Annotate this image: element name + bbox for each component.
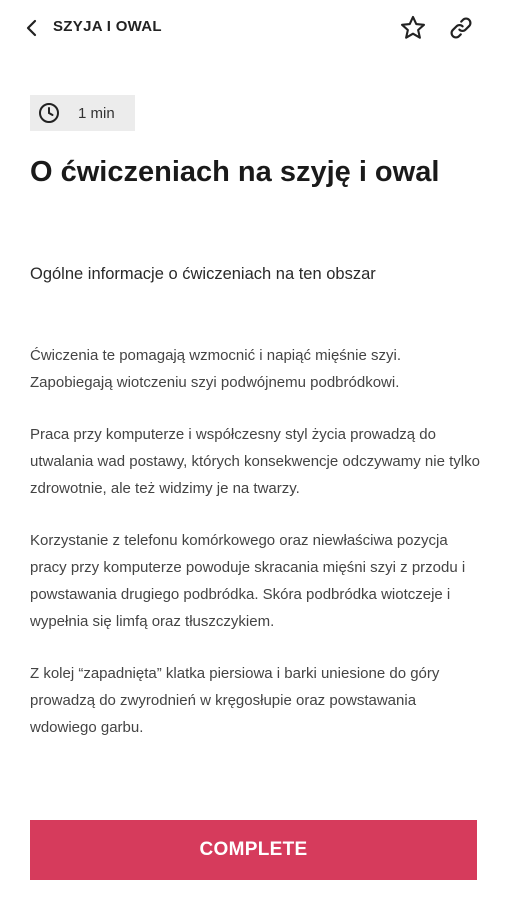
duration-badge <box>30 95 135 131</box>
clock-icon <box>30 95 68 131</box>
favorite-button[interactable] <box>398 13 428 43</box>
link-icon <box>448 15 474 41</box>
article-paragraph: Z kolej “zapadnięta” klatka piersiowa i barki uniesione do góry prowadzą do zwyrodnień w kręgosłupie oraz powstawania wdowiego garbu. <box>30 665 440 736</box>
share-link-button[interactable] <box>446 13 476 43</box>
article-paragraph: Praca przy komputerze i współczesny styl życia prowadzą do utwalania wad postawy, których konsekwencje odczywamy nie tylko zdrowotnie, ale też widzimy je na twarzy. <box>30 426 480 497</box>
article-paragraph: Ćwiczenia te pomagają wzmocnić i napiąć mięśnie szyi. Zapobiegają wiotczeniu szyi podwójnemu podbródkowi. <box>30 347 401 391</box>
chevron-left-icon <box>24 19 40 37</box>
top-app-bar <box>0 0 506 56</box>
article-title: O ćwiczeniach na szyję i owal <box>30 156 440 188</box>
star-outline-icon <box>399 14 427 42</box>
back-button[interactable] <box>18 14 46 42</box>
complete-button[interactable]: COMPLETE <box>30 820 477 880</box>
article-paragraph: Korzystanie z telefonu komórkowego oraz niewłaściwa pozycja pracy przy komputerze powoduje skracania mięśni szyi z przodu i powstawania drugiego podbródka. Skóra podbródka wiotczeje i wypełnia się limfą oraz tłuszczykiem. <box>30 532 466 630</box>
article-body <box>30 342 482 766</box>
article-subtitle: Ogólne informacje o ćwiczeniach na ten obszar <box>30 265 376 283</box>
duration-text: 1 min <box>78 104 115 122</box>
nav-title: SZYJA I OWAL <box>53 18 162 35</box>
